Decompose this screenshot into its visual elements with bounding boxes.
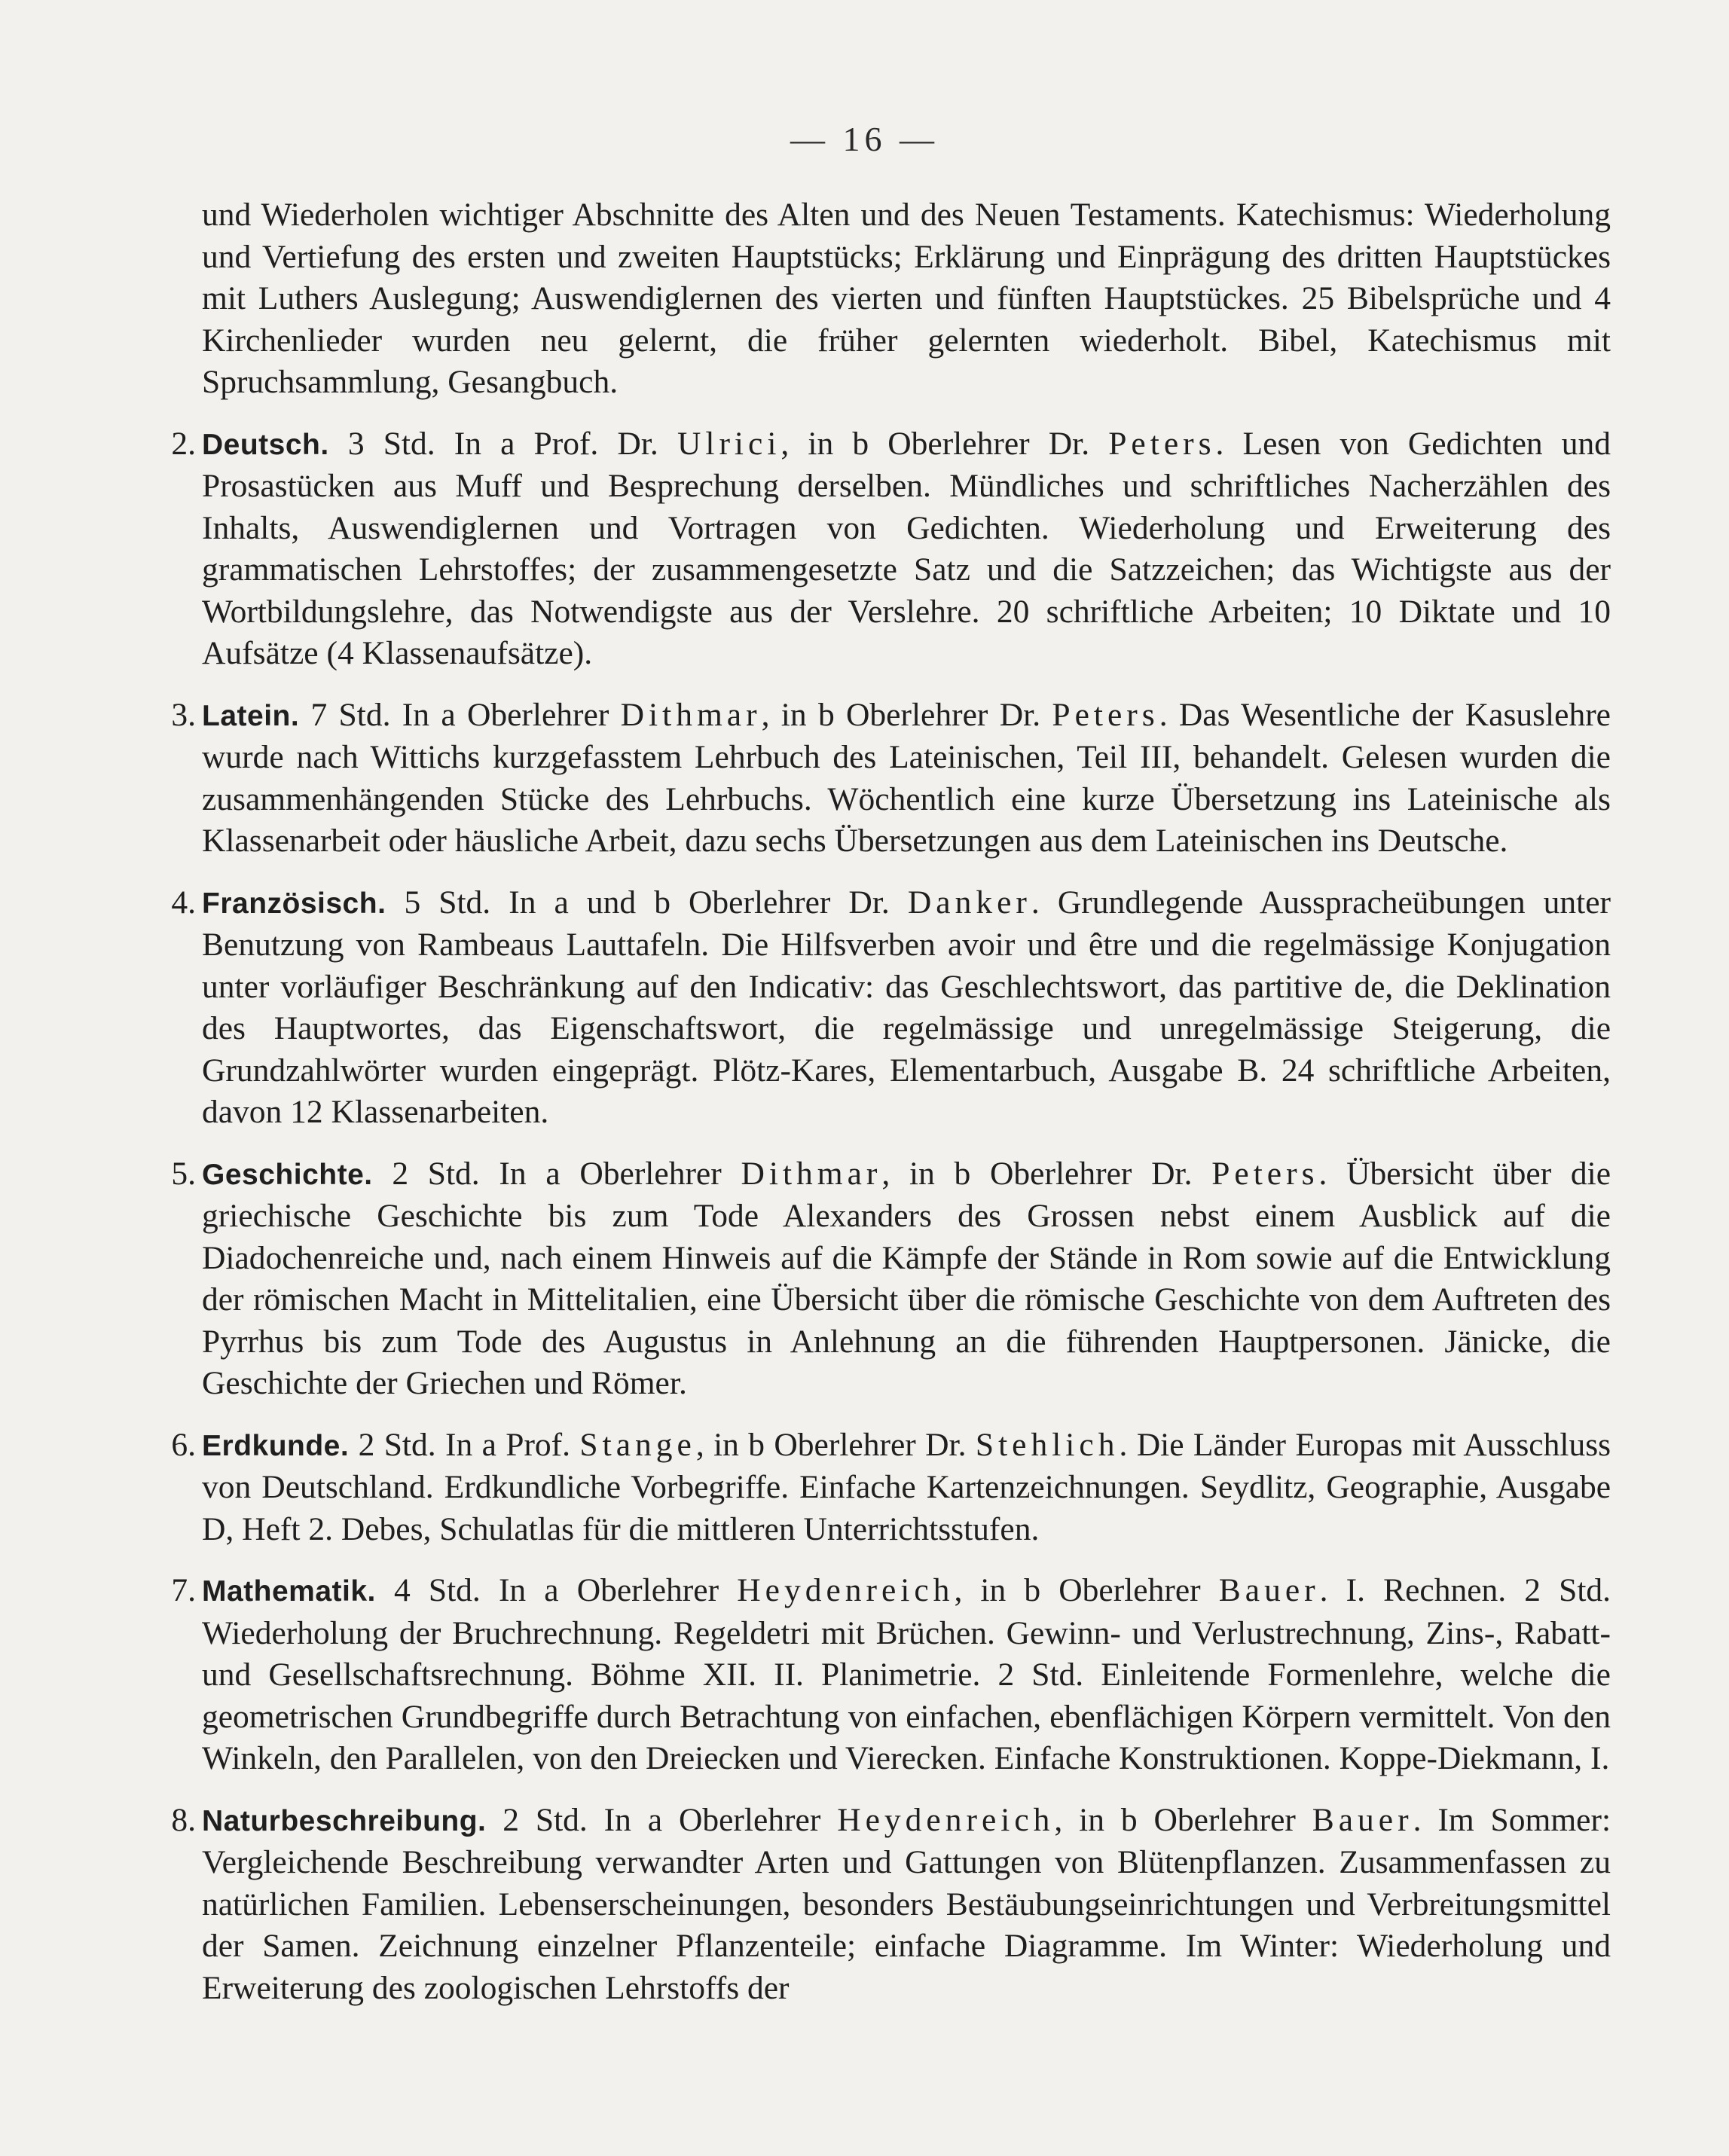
section-text: . Lesen von Gedichten und Prosastücken aus Muff und Besprechung derselben. Mündliches und schriftliches Nacherzählen des Inhalts, Auswendiglernen und Vortragen von Gedichten. Wiederholung und Erweiterung des grammatischen Lehrstoffes; der zusammengesetzte Satz und die Satzzeichen; das Wichtigste aus der Wortbildungslehre, das Notwendigste aus der Verslehre. 20 schriftliche Arbeiten; 10 Diktate und 10 Aufsätze (4 Klassenaufsätze). (202, 425, 1611, 671)
teachers-text: In a Oberlehrer (402, 696, 609, 733)
hours: 5 Std. (404, 884, 491, 921)
teachers-text: , in b Oberlehrer (954, 1572, 1201, 1608)
section-text: . I. Rechnen. 2 Std. Wiederholung der Bruchrechnung. Regeldetri mit Brüchen. Gewinn- und Verlustrechnung, Zins-, Rabatt- und Gesellschaftsrechnung. Böhme XII. II. Planimetrie. 2 Std. Einleitende Formenlehre, welche die geometrischen Grundbegriffe durch Betrachtung von einfachen, ebenflächigen Körpern vermittelt. Von den Winkeln, den Parallelen, von den Dreiecken und Vierecken. Einfache Konstruktionen. Koppe-Diekmann, I. (202, 1572, 1611, 1776)
teachers-text: In a Oberlehrer (499, 1155, 722, 1192)
section-text: . Im Sommer: Vergleichende Beschreibung verwandter Arten und Gattungen von Blütenpflanzen. Zusammenfassen zu natürlichen Familien. Lebenserscheinungen, besonders Bestäubungseinrichtungen und Verbreitungsmittel der Samen. Zeichnung einzelner Pflanzenteile; einfache Diagramme. Im Winter: Wiederholung und Erweiterung des zoologischen Lehrstoffs der (202, 1801, 1611, 2006)
section-geschichte (171, 1153, 1611, 1405)
section-number: 3. (171, 696, 196, 733)
section-number: 4. (171, 884, 196, 921)
section-mathematik (171, 1570, 1611, 1780)
subject-title: Deutsch. (202, 428, 329, 461)
teacher-name: Dithmar (620, 696, 762, 733)
section-number: 2. (171, 425, 196, 462)
section-number: 5. (171, 1155, 196, 1192)
teachers-text: In a Oberlehrer (498, 1572, 719, 1608)
hours: 2 Std. (503, 1801, 588, 1838)
hours: 7 Std. (310, 696, 391, 733)
intro-paragraph: und Wiederholen wichtiger Abschnitte des Alten und des Neuen Testaments. Katechismus: Wiederholung und Vertiefung des ersten und zweiten Hauptstücks; Erklärung und Einprägung des dritten Hauptstückes mit Luthers Auslegung; Auswendiglernen des vierten und fünften Hauptstückes. 25 Bibelsprüche und 4 Kirchenlieder wurden neu gelernt, die früher gelernten wiederholt. Bibel, Katechismus mit Spruchsammlung, Gesangbuch. (202, 197, 1611, 400)
teacher-name: Bauer (1218, 1572, 1320, 1608)
subject-title: Französisch. (202, 887, 386, 920)
teacher-name: Bauer (1312, 1801, 1413, 1838)
section-text: . Grundlegende Ausspracheübungen unter Benutzung von Rambeaus Lauttafeln. Die Hilfsverben avoir und être und die regelmässige Konjugation unter vorläufiger Beschränkung auf den Indicativ: das Geschlechtswort, das partitive de, die Deklination des Hauptwortes, das Eigenschaftswort, die regelmässige und unregelmässige Steigerung, die Grundzahlwörter wurden eingeprägt. Plötz-Kares, Elementarbuch, Ausgabe B. 24 schriftliche Arbeiten, davon 12 Klassenarbeiten. (202, 884, 1611, 1130)
teachers-text: In a Oberlehrer (603, 1801, 821, 1838)
teacher-name: Dithmar (741, 1155, 882, 1192)
hours: 4 Std. (394, 1572, 481, 1608)
section-franzoesisch (171, 882, 1611, 1134)
teacher-name: Peters (1211, 1155, 1319, 1192)
subject-title: Mathematik. (202, 1575, 376, 1608)
teacher-name: Ulrici (677, 425, 781, 462)
teachers-text: , in b Oberlehrer (1054, 1801, 1296, 1838)
subject-title: Latein. (202, 699, 300, 732)
section-number: 7. (171, 1572, 196, 1608)
teacher-name: Peters (1052, 696, 1159, 733)
hours: 2 Std. (392, 1155, 480, 1192)
section-number: 6. (171, 1426, 196, 1463)
teacher-name: Heydenreich (737, 1572, 955, 1608)
teacher-name: Stange (579, 1426, 696, 1463)
teachers-text: In a Prof. Dr. (454, 425, 658, 462)
teacher-name: Heydenreich (837, 1801, 1055, 1838)
section-deutsch (171, 423, 1611, 675)
section-naturbeschreibung (171, 1800, 1611, 2010)
page-body (171, 194, 1611, 2009)
subject-title: Erdkunde. (202, 1429, 350, 1462)
teachers-text: In a und b Oberlehrer Dr. (509, 884, 890, 921)
page-number: — 16 — (790, 120, 939, 158)
section-text: . Die Länder Europas mit Ausschluss von Deutschland. Erdkundliche Vorbegriffe. Einfache Kartenzeichnungen. Seydlitz, Geographie, Ausgabe D, Heft 2. Debes, Schulatlas für die mittleren Unterrichtsstufen. (202, 1426, 1611, 1547)
section-text: . Das Wesentliche der Kasuslehre wurde nach Wittichs kurzgefasstem Lehrbuch des Lateinischen, Teil III, behandelt. Gelesen wurden die zusammenhängenden Stücke des Lehrbuchs. Wöchentlich eine kurze Übersetzung ins Lateinische als Klassenarbeit oder häusliche Arbeit, dazu sechs Übersetzungen aus dem Lateinischen ins Deutsche. (202, 696, 1611, 859)
subject-title: Geschichte. (202, 1158, 373, 1191)
section-erdkunde (171, 1425, 1611, 1551)
teacher-name: Danker (907, 884, 1031, 921)
teachers-text: , in b Oberlehrer Dr. (761, 696, 1041, 733)
section-number: 8. (171, 1801, 196, 1838)
teachers-text: , in b Oberlehrer Dr. (881, 1155, 1193, 1192)
hours: 3 Std. (347, 425, 435, 462)
teachers-text: , in b Oberlehrer Dr. (695, 1426, 967, 1463)
hours: 2 Std. (358, 1426, 436, 1463)
teacher-name: Stehlich (975, 1426, 1120, 1463)
teacher-name: Peters (1108, 425, 1216, 462)
subject-title: Naturbeschreibung. (202, 1804, 487, 1837)
section-text: . Übersicht über die griechische Geschichte bis zum Tode Alexanders des Grossen nebst einem Ausblick auf die Diadochenreiche und, nach einem Hinweis auf die Kämpfe der Stände in Rom sowie auf die Entwicklung der römischen Macht in Mittelitalien, eine Übersicht über die römische Geschichte von dem Auftreten des Pyrrhus bis zum Tode des Augustus in Anlehnung an die führenden Hauptpersonen. Jänicke, die Geschichte der Griechen und Römer. (202, 1155, 1611, 1401)
section-latein (171, 695, 1611, 863)
teachers-text: , in b Oberlehrer Dr. (780, 425, 1090, 462)
teachers-text: In a Prof. (444, 1426, 571, 1463)
